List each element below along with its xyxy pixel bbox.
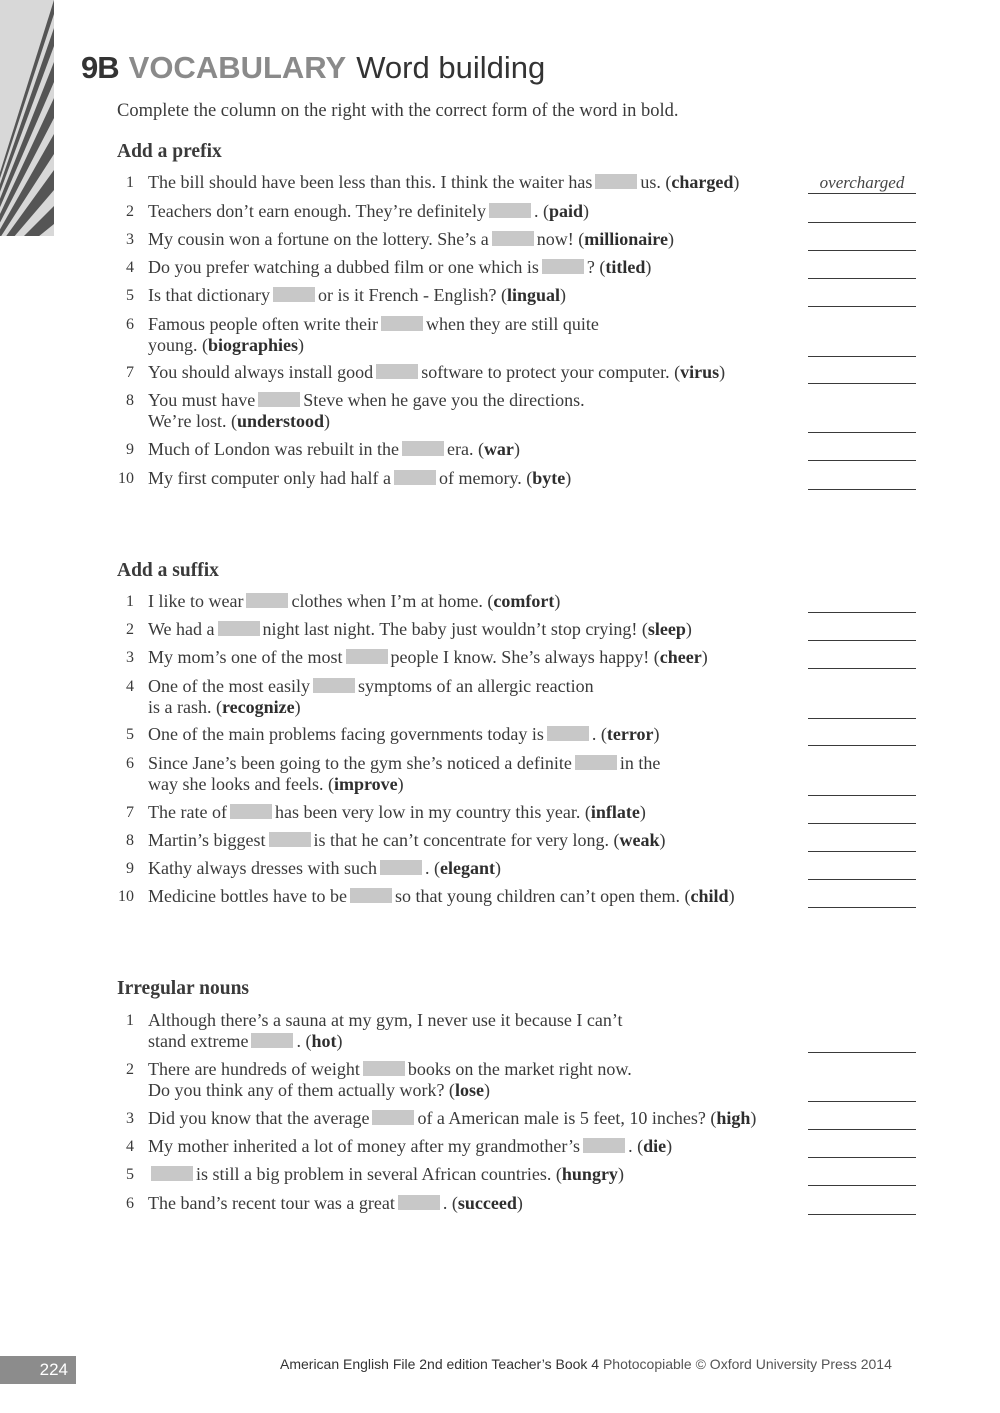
- sentence-text: ): [667, 229, 674, 249]
- item-number: 1: [126, 1012, 134, 1029]
- sentence-text: ): [659, 830, 666, 850]
- lesson-code: 9B: [81, 50, 119, 85]
- sentence-line: [148, 697, 301, 718]
- item-number: 4: [126, 1138, 134, 1155]
- answer-gap: [346, 649, 388, 664]
- answer-gap: [489, 203, 531, 218]
- sentence-line: [148, 335, 304, 356]
- topic-title: Word building: [356, 50, 546, 85]
- answer-gap: [583, 1138, 625, 1153]
- sentence-text: way she looks and feels. (: [148, 774, 334, 794]
- sentence-line: [148, 774, 404, 795]
- sentence-line: [148, 1193, 523, 1214]
- section-title: Irregular nouns: [117, 978, 250, 999]
- sentence-text: My mom’s one of the most: [148, 647, 343, 667]
- answer-gap: [151, 1166, 193, 1181]
- item-number: 1: [126, 593, 134, 610]
- answer-line[interactable]: [808, 698, 916, 719]
- answer-gap: [313, 678, 355, 693]
- cue-word: paid: [548, 201, 583, 221]
- sentence-line: [148, 647, 708, 668]
- sentence-text: ): [336, 1031, 343, 1051]
- sentence-text: when they are still quite: [425, 314, 599, 334]
- sentence-line: [148, 724, 660, 745]
- sentence-text: stand extreme: [148, 1031, 249, 1051]
- sentence-line: [148, 1108, 756, 1129]
- sentence-line: [148, 1164, 624, 1185]
- sentence-text: is a rash. (: [148, 697, 222, 717]
- sentence-line: [148, 591, 560, 612]
- item-number: 7: [126, 364, 134, 381]
- sentence-text: Much of London was rebuilt in the: [148, 439, 399, 459]
- cue-word: recognize: [221, 697, 295, 717]
- cue-word: titled: [605, 257, 646, 277]
- sentence-text: You must have: [148, 390, 256, 410]
- cue-word: millionaire: [584, 229, 668, 249]
- sentence-text: ): [617, 1164, 624, 1184]
- answer-line[interactable]: [808, 648, 916, 669]
- cue-word: improve: [333, 774, 398, 794]
- answer-line[interactable]: [808, 887, 916, 908]
- sentence-line: [148, 1136, 672, 1157]
- item-number: 4: [126, 259, 134, 276]
- sentence-line: [148, 1031, 342, 1052]
- sentence-text: ): [582, 201, 589, 221]
- answer-line[interactable]: [808, 412, 916, 433]
- answer-gap: [398, 1195, 440, 1210]
- cue-word: byte: [532, 468, 566, 488]
- answer-line[interactable]: [808, 440, 916, 461]
- sentence-line: [148, 1010, 623, 1031]
- cue-word: cheer: [659, 647, 702, 667]
- sentence-text: or is it French - English? (: [317, 285, 507, 305]
- answer-gap: [363, 1061, 405, 1076]
- sentence-text: young. (: [148, 335, 208, 355]
- sentence-text: Medicine bottles have to be: [148, 886, 347, 906]
- sentence-text: us. (: [640, 172, 672, 192]
- sentence-line: [148, 886, 735, 907]
- sentence-text: ): [728, 886, 735, 906]
- answer-gap: [575, 755, 617, 770]
- item-number: 2: [126, 203, 134, 220]
- page-header: [81, 50, 545, 90]
- sentence-text: Kathy always dresses with such: [148, 858, 377, 878]
- sentence-line: [148, 390, 585, 411]
- sentence-text: symptoms of an allergic reaction: [357, 676, 594, 696]
- item-number: 3: [126, 649, 134, 666]
- page-number: 224: [39, 1360, 68, 1379]
- answer-line[interactable]: [808, 775, 916, 796]
- item-number: 5: [126, 1166, 134, 1183]
- cue-word: hot: [311, 1031, 337, 1051]
- sentence-text: Do you think any of them actually work? (: [148, 1080, 455, 1100]
- sentence-text: software to protect your computer. (: [421, 362, 681, 382]
- page-number-tab: [0, 1356, 76, 1384]
- sentence-text: Martin’s biggest: [148, 830, 266, 850]
- cue-word: inflate: [590, 802, 640, 822]
- item-number: 8: [126, 392, 134, 409]
- sentence-text: The band’s recent tour was a great: [148, 1193, 395, 1213]
- sentence-text: ): [701, 647, 708, 667]
- cue-word: lingual: [506, 285, 560, 305]
- item-number: 6: [126, 1195, 134, 1212]
- cue-word: biographies: [208, 335, 299, 355]
- item-number: 1: [126, 174, 134, 191]
- cue-word: elegant: [439, 858, 495, 878]
- sentence-text: is that he can’t concentrate for very long. (: [313, 830, 620, 850]
- answer-line[interactable]: [808, 1165, 916, 1186]
- answer-line[interactable]: [808, 1081, 916, 1102]
- sentence-text: ): [645, 257, 652, 277]
- cue-word: succeed: [457, 1193, 517, 1213]
- sentence-text: ): [516, 1193, 523, 1213]
- sentence-text: is still a big problem in several African countries. (: [196, 1164, 562, 1184]
- answer-line[interactable]: [808, 286, 916, 307]
- sentence-text: I like to wear: [148, 591, 244, 611]
- sentence-text: My mother inherited a lot of money after my grandmother’s: [148, 1136, 581, 1156]
- sentence-text: Since Jane’s been going to the gym she’s noticed a definite: [148, 753, 572, 773]
- sentence-text: ): [494, 858, 501, 878]
- sentence-text: Famous people often write their: [148, 314, 378, 334]
- sentence-line: [148, 1059, 632, 1080]
- copyright: Photocopiable © Oxford University Press 2014: [602, 1356, 892, 1372]
- answer-gap: [394, 470, 436, 485]
- answer-gap: [492, 231, 534, 246]
- answer-line[interactable]: [808, 803, 916, 824]
- sentence-text: ): [750, 1108, 757, 1128]
- answer-gap: [381, 316, 423, 331]
- item-number: 4: [126, 678, 134, 695]
- sentence-text: night last night. The baby just wouldn’t stop crying! (: [262, 619, 648, 639]
- sentence-text: ): [294, 697, 301, 717]
- item-number: 10: [118, 888, 134, 905]
- cue-word: high: [716, 1108, 751, 1128]
- answer-gap: [246, 593, 288, 608]
- cue-word: virus: [680, 362, 720, 382]
- answer-gap: [273, 287, 315, 302]
- sentence-text: has been very low in my country this year. (: [274, 802, 591, 822]
- sentence-text: We had a: [148, 619, 215, 639]
- section-label: VOCABULARY: [128, 50, 347, 85]
- cue-word: war: [483, 439, 514, 459]
- sentence-text: people I know. She’s always happy! (: [390, 647, 660, 667]
- answer-gap: [218, 621, 260, 636]
- section-title: Add a suffix: [117, 560, 219, 581]
- answer-line[interactable]: [808, 859, 916, 880]
- sentence-line: [148, 619, 692, 640]
- sentence-line: [148, 830, 666, 851]
- sentence-line: [148, 362, 725, 383]
- answer-gap: [350, 888, 392, 903]
- sentence-line: [148, 468, 571, 489]
- sentence-line: [148, 802, 646, 823]
- sentence-text: . (: [442, 1193, 458, 1213]
- sentence-text: Is that dictionary: [148, 285, 270, 305]
- cue-word: sleep: [647, 619, 686, 639]
- sentence-text: ): [298, 335, 305, 355]
- sunburst-decoration: [0, 0, 54, 236]
- sentence-text: now! (: [536, 229, 585, 249]
- cue-word: charged: [671, 172, 734, 192]
- answer-gap: [595, 174, 637, 189]
- answer-line[interactable]: [808, 230, 916, 251]
- sentence-text: Although there’s a sauna at my gym, I never use it because I can’t: [148, 1010, 623, 1030]
- sentence-text: . (: [628, 1136, 644, 1156]
- sentence-text: ): [559, 285, 566, 305]
- answer-line[interactable]: [808, 592, 916, 613]
- sentence-text: . (: [533, 201, 549, 221]
- sentence-text: ): [685, 619, 692, 639]
- sentence-text: ): [653, 724, 660, 744]
- sentence-text: of a American male is 5 feet, 10 inches? (: [417, 1108, 717, 1128]
- item-number: 3: [126, 1110, 134, 1127]
- sentence-line: [148, 1080, 490, 1101]
- sentence-text: My first computer only had half a: [148, 468, 391, 488]
- sentence-line: [148, 314, 599, 335]
- cue-word: die: [643, 1136, 667, 1156]
- sentence-text: ): [639, 802, 646, 822]
- sentence-line: [148, 229, 674, 250]
- answer-gap: [269, 832, 311, 847]
- item-number: 9: [126, 860, 134, 877]
- section-title: Add a prefix: [117, 141, 222, 162]
- item-number: 5: [126, 287, 134, 304]
- answer-gap: [542, 259, 584, 274]
- answer-line[interactable]: [808, 1032, 916, 1053]
- sentence-line: [148, 753, 660, 774]
- item-number: 10: [118, 470, 134, 487]
- sentence-text: . (: [591, 724, 607, 744]
- footer-credit: [280, 1356, 892, 1372]
- item-number: 8: [126, 832, 134, 849]
- sentence-line: [148, 257, 651, 278]
- answer-line[interactable]: [808, 336, 916, 357]
- cue-word: understood: [237, 411, 325, 431]
- answer-gap: [402, 441, 444, 456]
- sentence-text: books on the market right now.: [407, 1059, 632, 1079]
- sentence-text: era. (: [446, 439, 484, 459]
- sentence-text: Did you know that the average: [148, 1108, 370, 1128]
- sentence-text: There are hundreds of weight: [148, 1059, 360, 1079]
- cue-word: hungry: [561, 1164, 618, 1184]
- item-number: 9: [126, 441, 134, 458]
- answer-gap: [251, 1033, 293, 1048]
- cue-word: terror: [606, 724, 654, 744]
- sentence-line: [148, 172, 739, 193]
- cue-word: child: [690, 886, 729, 906]
- sentence-text: ? (: [586, 257, 606, 277]
- sentence-text: ): [733, 172, 740, 192]
- sentence-text: clothes when I’m at home. (: [291, 591, 494, 611]
- sentence-text: You should always install good: [148, 362, 374, 382]
- sentence-text: One of the most easily: [148, 676, 310, 696]
- item-number: 3: [126, 231, 134, 248]
- sentence-line: [148, 676, 594, 697]
- answer-gap: [376, 364, 418, 379]
- answer-line[interactable]: [808, 1109, 916, 1130]
- answer-gap: [230, 804, 272, 819]
- instruction: Complete the column on the right with the correct form of the word in bold.: [117, 101, 679, 121]
- sentence-text: ): [324, 411, 331, 431]
- item-number: 2: [126, 621, 134, 638]
- cue-word: lose: [454, 1080, 484, 1100]
- book-title: American English File 2nd edition Teacher’s Book 4: [280, 1356, 600, 1372]
- answer-line[interactable]: [808, 620, 916, 641]
- sentence-line: [148, 201, 589, 222]
- sentence-text: Teachers don’t earn enough. They’re definitely: [148, 201, 486, 221]
- cue-word: comfort: [493, 591, 555, 611]
- sentence-line: [148, 858, 501, 879]
- sentence-text: Steve when he gave you the directions.: [303, 390, 585, 410]
- answer-gap: [380, 860, 422, 875]
- sentence-line: [148, 285, 566, 306]
- sentence-text: ): [483, 1080, 490, 1100]
- cue-word: weak: [619, 830, 660, 850]
- answer-line[interactable]: [808, 469, 916, 490]
- item-number: 7: [126, 804, 134, 821]
- sentence-text: My cousin won a fortune on the lottery. She’s a: [148, 229, 489, 249]
- answer-line[interactable]: [808, 831, 916, 852]
- sentence-text: One of the main problems facing governments today is: [148, 724, 544, 744]
- answer-gap: [547, 726, 589, 741]
- item-number: 6: [126, 755, 134, 772]
- sentence-text: Do you prefer watching a dubbed film or one which is: [148, 257, 539, 277]
- answer-line[interactable]: [808, 258, 916, 279]
- sentence-text: ): [513, 439, 520, 459]
- sentence-text: ): [565, 468, 572, 488]
- answer-line[interactable]: [808, 1194, 916, 1215]
- sentence-text: ): [719, 362, 726, 382]
- answer-line[interactable]: [808, 1137, 916, 1158]
- answer-line[interactable]: [808, 202, 916, 223]
- sentence-text: The bill should have been less than this. I think the waiter has: [148, 172, 593, 192]
- sentence-text: ): [666, 1136, 673, 1156]
- sentence-text: The rate of: [148, 802, 227, 822]
- answer-gap: [258, 392, 300, 407]
- answer-line[interactable]: overcharged: [808, 173, 916, 194]
- sentence-text: . (: [424, 858, 440, 878]
- sentence-text: ): [554, 591, 561, 611]
- item-number: 2: [126, 1061, 134, 1078]
- sentence-text: so that young children can’t open them. (: [394, 886, 691, 906]
- item-number: 5: [126, 726, 134, 743]
- sentence-text: We’re lost. (: [148, 411, 238, 431]
- sentence-text: of memory. (: [438, 468, 533, 488]
- sentence-text: in the: [619, 753, 661, 773]
- item-number: 6: [126, 316, 134, 333]
- answer-line[interactable]: [808, 725, 916, 746]
- sentence-text: . (: [296, 1031, 312, 1051]
- answer-line[interactable]: [808, 363, 916, 384]
- sentence-line: [148, 439, 520, 460]
- sentence-text: ): [397, 774, 404, 794]
- sentence-line: [148, 411, 330, 432]
- answer-gap: [372, 1110, 414, 1125]
